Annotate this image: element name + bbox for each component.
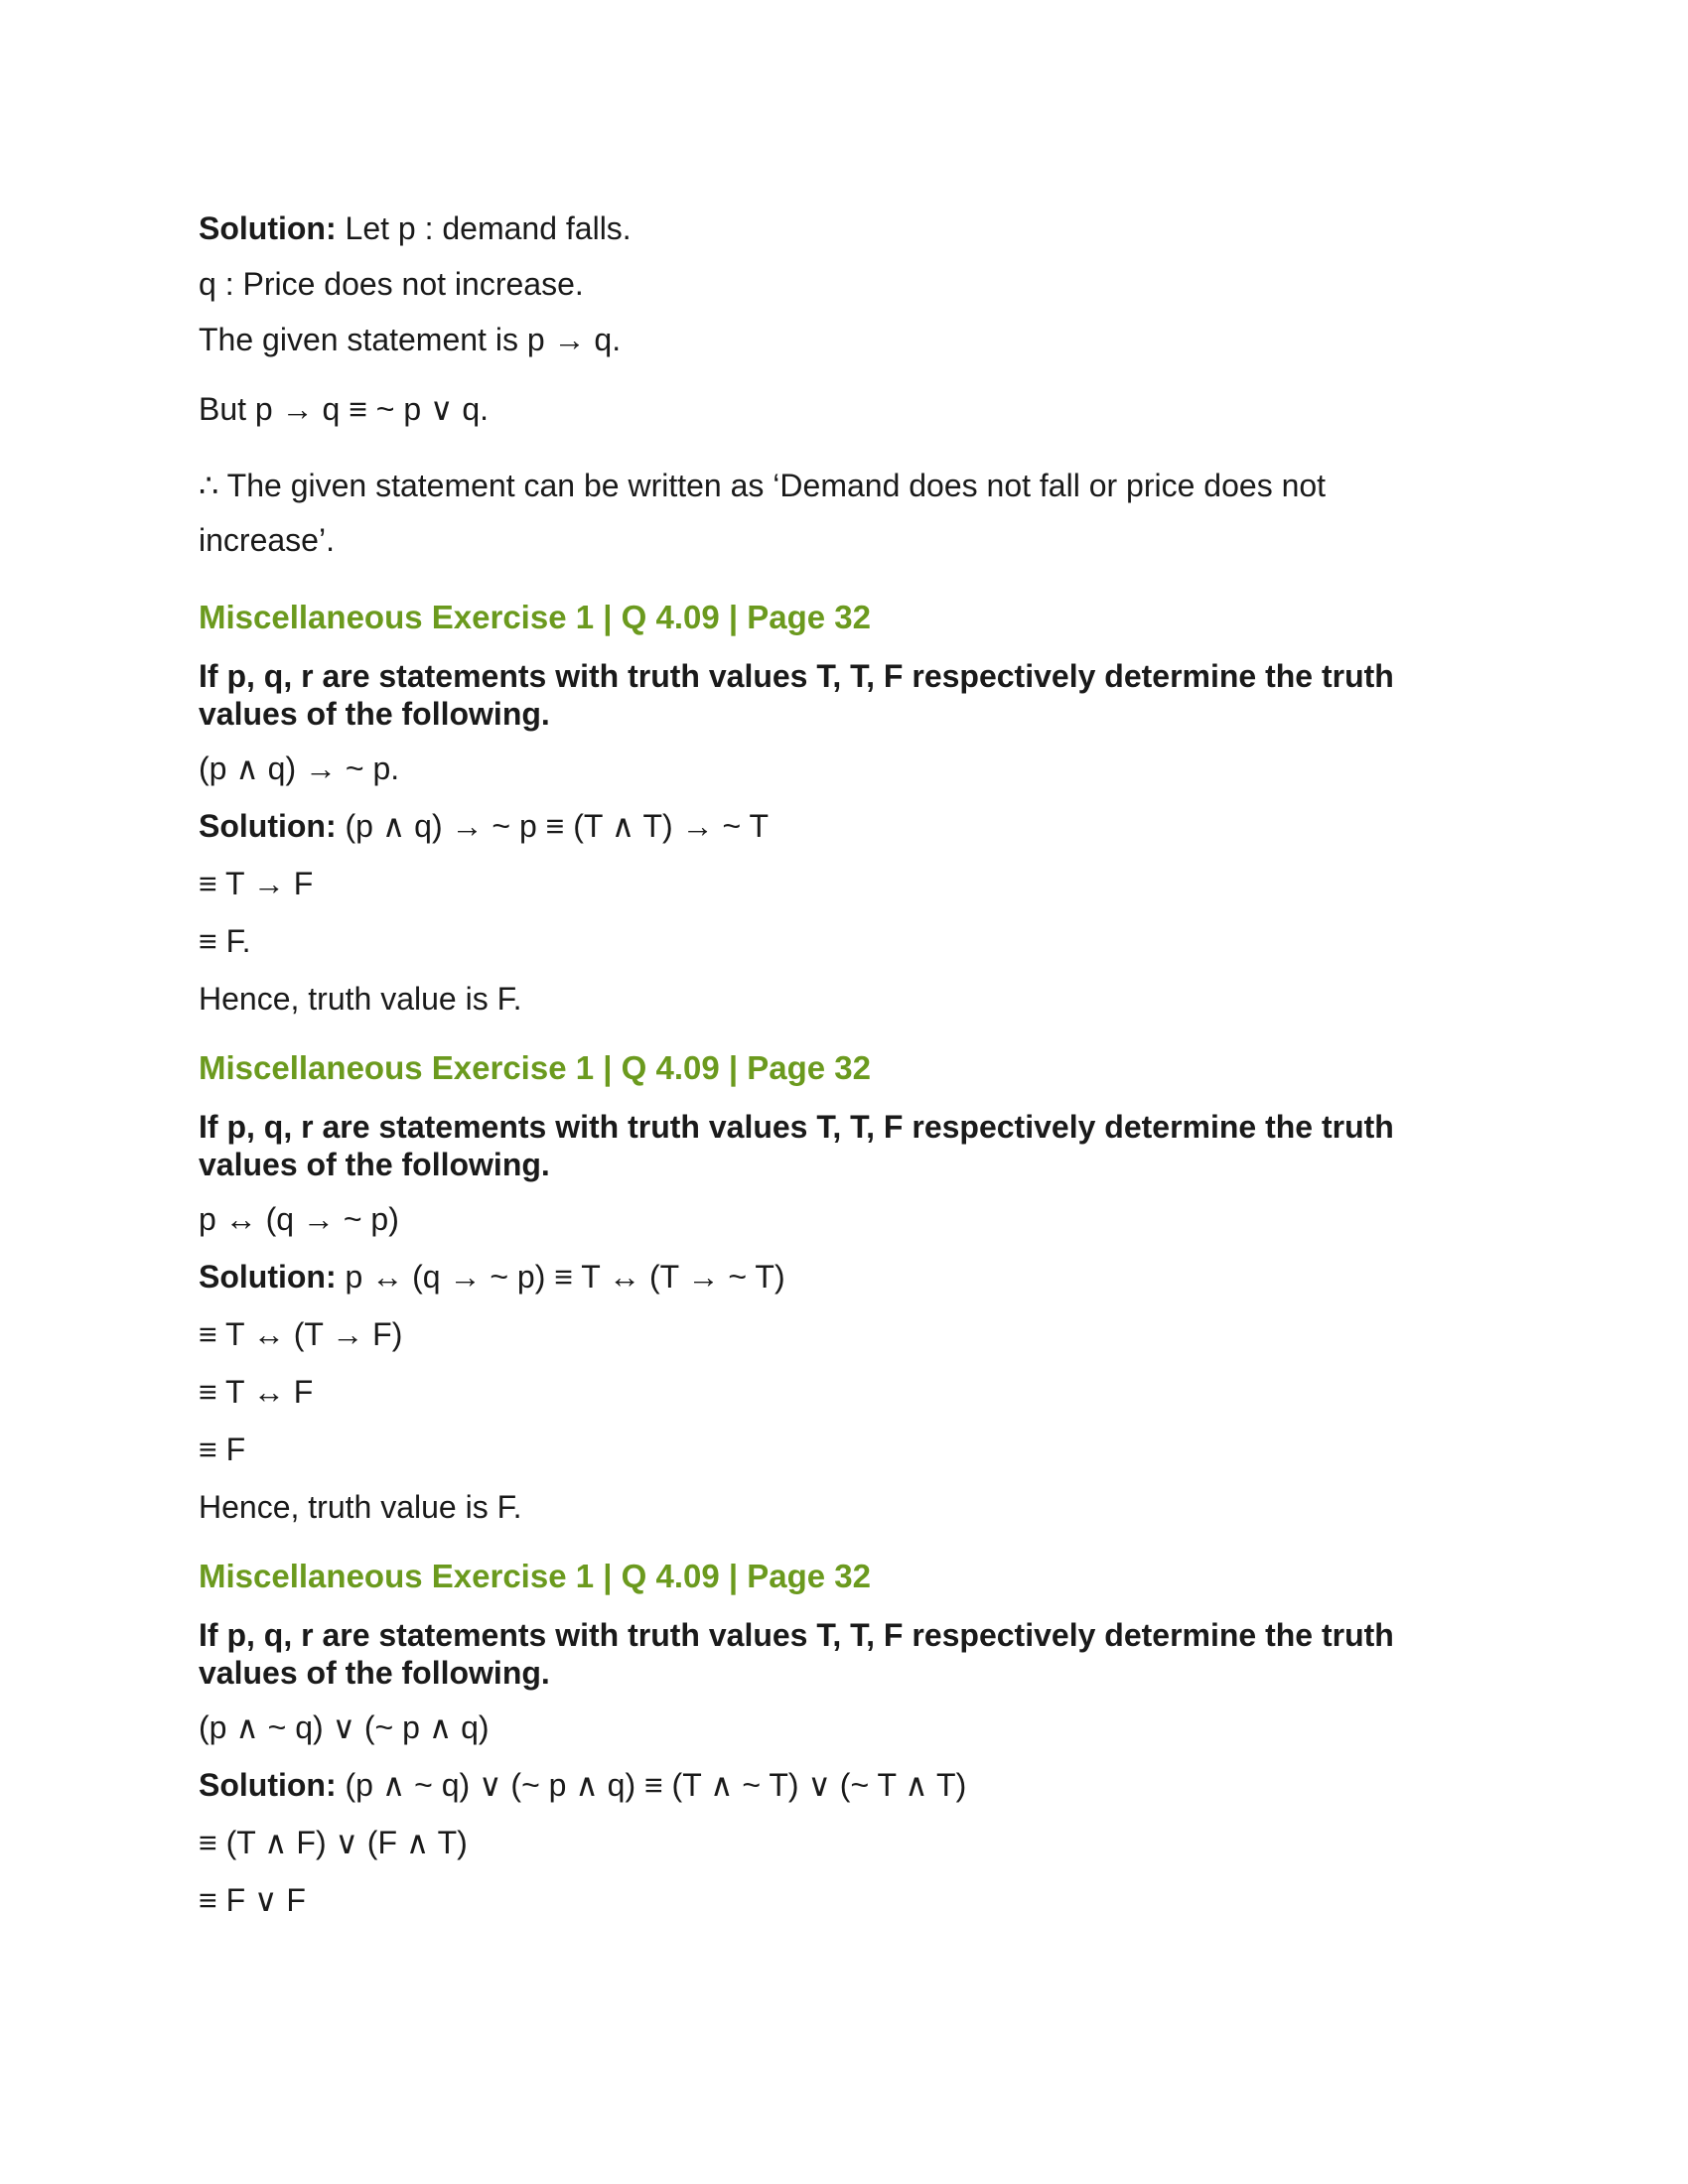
exercise-section-3 [199, 1557, 1489, 1920]
result-line: Hence, truth value is F. [199, 1489, 522, 1525]
document-page [199, 208, 1489, 1920]
solution-text: Let p : demand falls. [336, 210, 632, 246]
question-text: If p, q, r are statements with truth values T, T, F respectively determine the truth values of the following. [199, 1617, 1394, 1691]
step-line: ≡ T → F [199, 866, 314, 901]
solution-text: (p ∧ ~ q) ∨ (~ p ∧ q) ≡ (T ∧ ~ T) ∨ (~ T ∧ T) [336, 1767, 967, 1803]
question-text: If p, q, r are statements with truth values T, T, F respectively determine the truth values of the following. [199, 658, 1394, 732]
question-text: If p, q, r are statements with truth values T, T, F respectively determine the truth values of the following. [199, 1109, 1394, 1182]
step-line: ≡ T ↔ (T → F) [199, 1316, 403, 1352]
expression-line: (p ∧ q) → ~ p. [199, 751, 400, 786]
solution-line [199, 1765, 1489, 1805]
exercise-section-1 [199, 598, 1489, 1019]
q-definition: q : Price does not increase. [199, 266, 584, 302]
solution-text: p ↔ (q → ~ p) ≡ T ↔ (T → ~ T) [336, 1259, 785, 1295]
section-heading[interactable]: Miscellaneous Exercise 1 | Q 4.09 | Page 32 [199, 1558, 872, 1594]
expression-line: p ↔ (q → ~ p) [199, 1201, 399, 1237]
solution-label: Solution: [199, 1767, 337, 1803]
result-line: Hence, truth value is F. [199, 981, 522, 1017]
solution-label: Solution: [199, 210, 337, 246]
section-heading[interactable]: Miscellaneous Exercise 1 | Q 4.09 | Page 32 [199, 1049, 872, 1086]
equivalence-line: But p → q ≡ ~ p ∨ q. [199, 391, 490, 427]
intro-solution-line [199, 208, 1489, 248]
section-heading[interactable]: Miscellaneous Exercise 1 | Q 4.09 | Page 32 [199, 599, 872, 635]
expression-line: (p ∧ ~ q) ∨ (~ p ∧ q) [199, 1709, 490, 1745]
step-line: ≡ F ∨ F [199, 1882, 306, 1918]
solution-label: Solution: [199, 808, 337, 844]
conclusion-line: ∴ The given statement can be written as ‘Demand does not fall or price does not increase’. [199, 468, 1327, 558]
exercise-section-2 [199, 1048, 1489, 1527]
step-line: ≡ F. [199, 923, 251, 959]
solution-line [199, 1257, 1489, 1297]
step-line: ≡ F [199, 1432, 246, 1467]
given-statement: The given statement is p → q. [199, 322, 622, 357]
solution-text: (p ∧ q) → ~ p ≡ (T ∧ T) → ~ T [336, 808, 770, 844]
solution-label: Solution: [199, 1259, 337, 1295]
solution-line [199, 806, 1489, 846]
step-line: ≡ (T ∧ F) ∨ (F ∧ T) [199, 1825, 468, 1860]
step-line: ≡ T ↔ F [199, 1374, 314, 1410]
